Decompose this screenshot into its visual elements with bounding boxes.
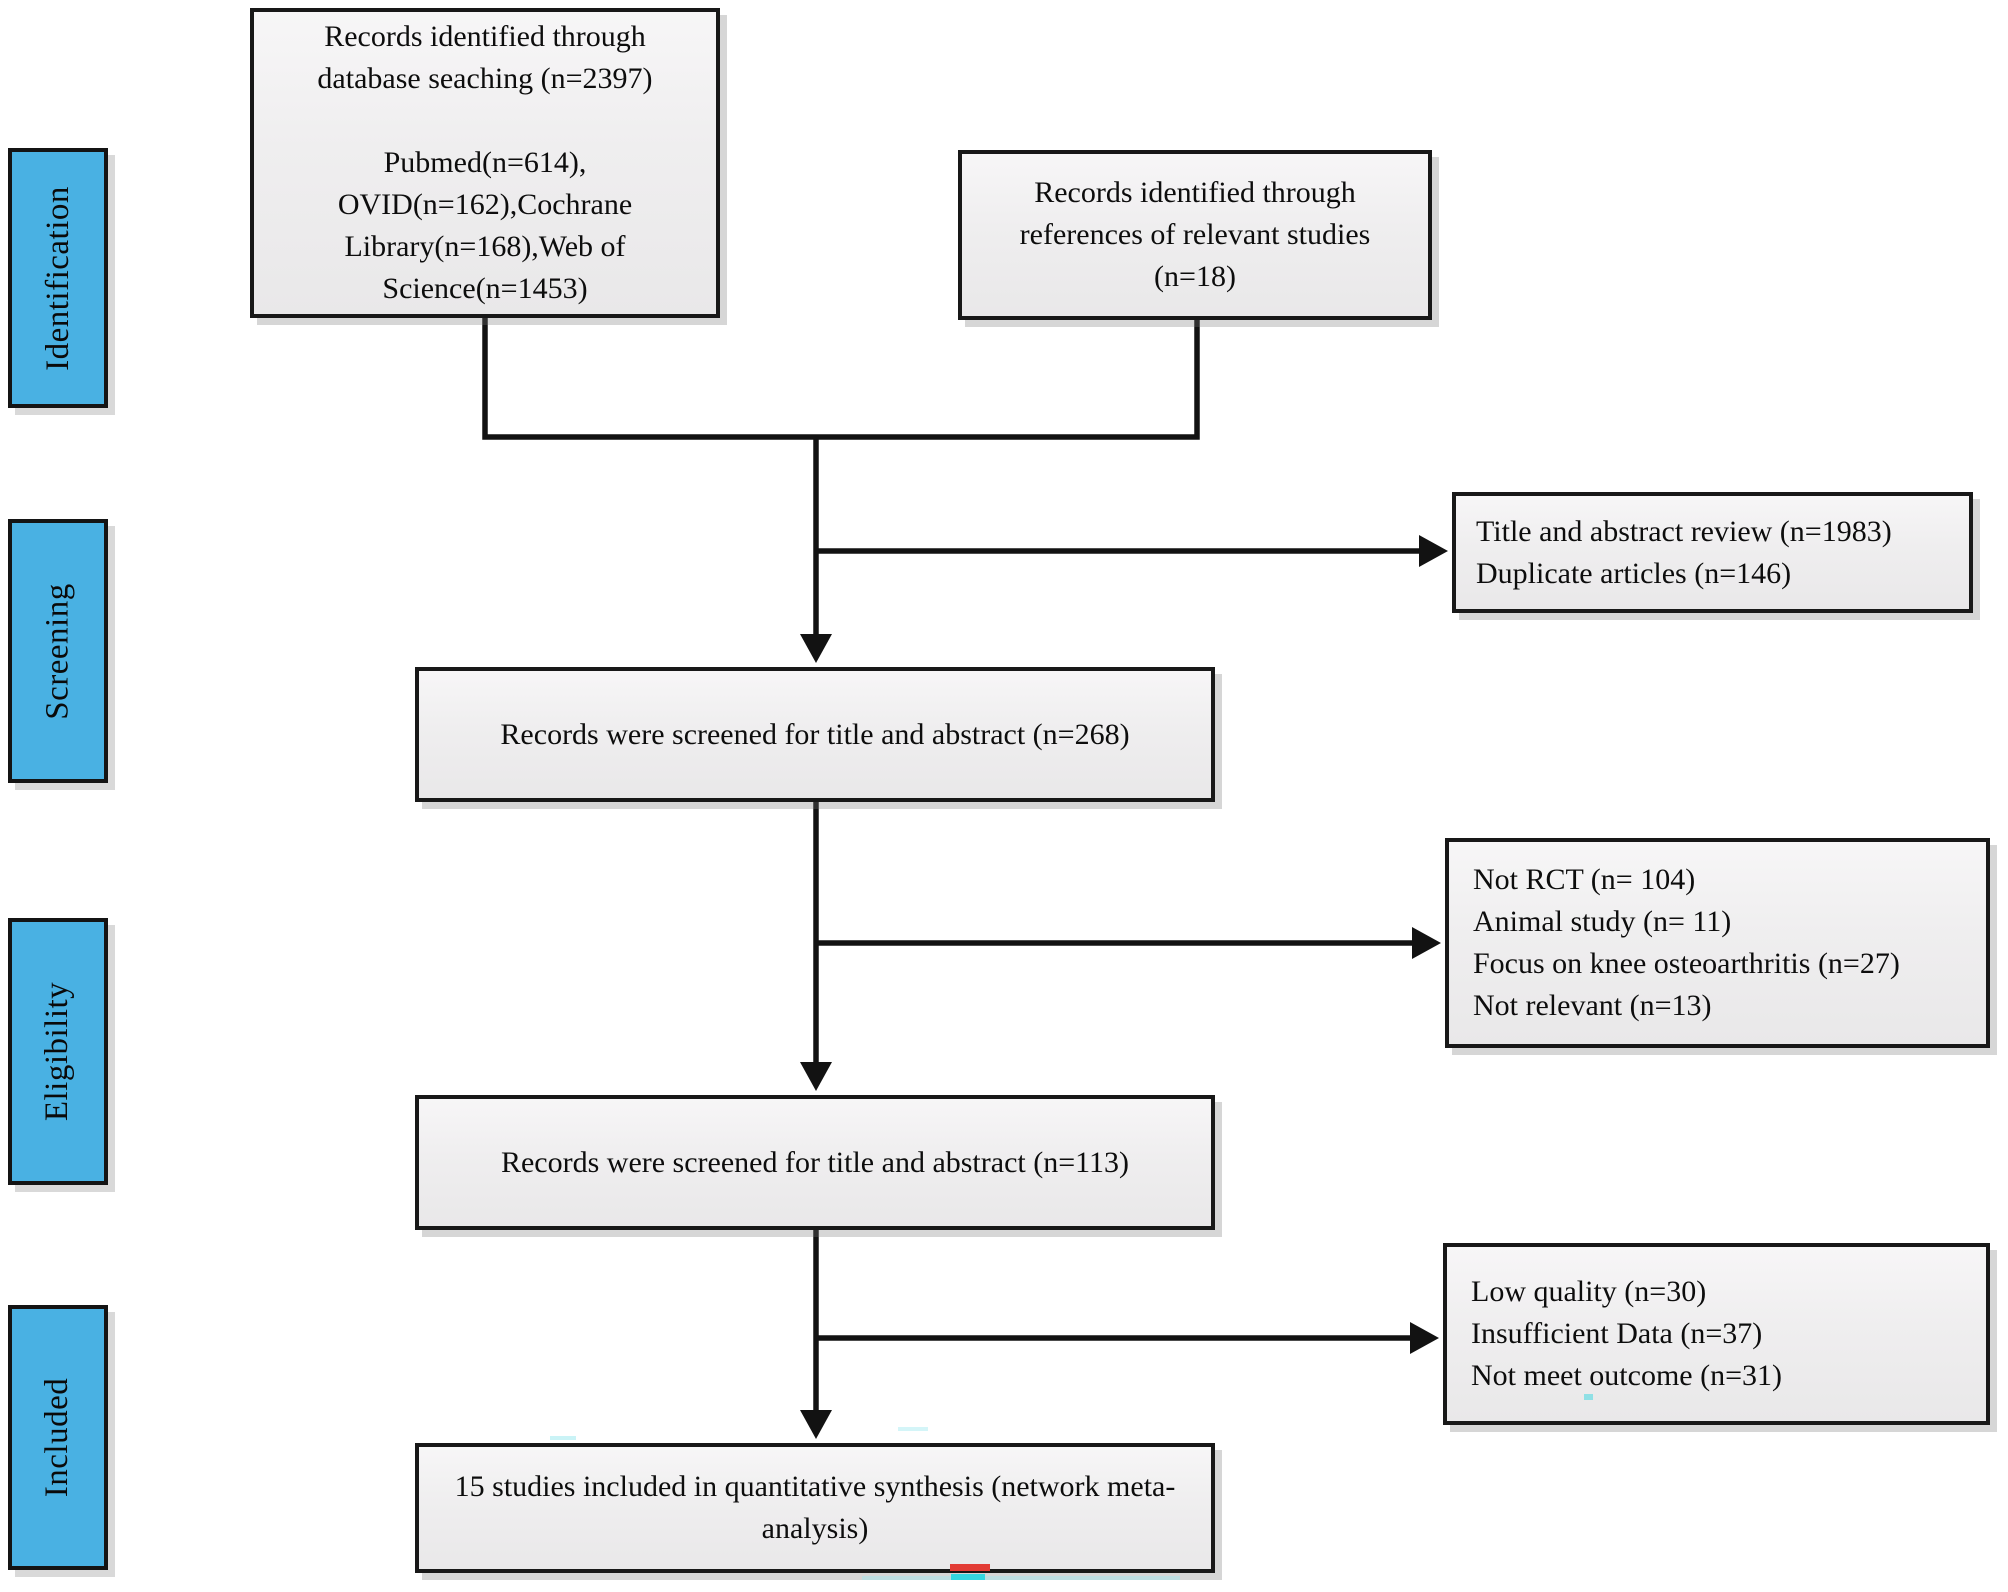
blank-line — [272, 100, 698, 142]
box-screened-113-text: Records were screened for title and abstract (n=113) — [500, 1145, 1130, 1179]
box-screened-268 — [415, 667, 1215, 802]
arrow-to-excluded-review — [816, 535, 1448, 567]
excluded-quality-line: Low quality (n=30) — [1471, 1275, 1707, 1308]
box-identified-database-title: Records identified through database seaching (n=2397) — [317, 20, 653, 95]
arrow-to-excluded-quality — [816, 1322, 1439, 1354]
arrow-to-screened-113 — [800, 802, 832, 1091]
excluded-quality-line: Not meet outcome (n=31) — [1471, 1359, 1783, 1392]
stage-screening-label: Screening — [39, 582, 76, 720]
stage-eligibility-label: Eligibility — [39, 981, 76, 1122]
artifact-red-dash — [950, 1564, 990, 1571]
excluded-review-line: Title and abstract review (n=1983) — [1476, 514, 1892, 548]
box-identified-references-text: Records identified through references of relevant studies (n=18) — [1019, 176, 1371, 293]
box-included-synthesis — [415, 1443, 1215, 1573]
box-identified-database — [250, 8, 720, 318]
artifact-cyan-speck — [1584, 1394, 1593, 1400]
stage-screening — [8, 519, 108, 783]
box-screened-268-text: Records were screened for title and abstract (n=268) — [500, 717, 1130, 751]
excluded-eligibility-line: Not RCT (n= 104) — [1473, 863, 1696, 896]
artifact-cyan-line — [862, 1576, 1180, 1580]
box-excluded-review — [1452, 492, 1973, 613]
excluded-quality-line: Insufficient Data (n=37) — [1471, 1317, 1763, 1350]
stage-eligibility — [8, 918, 108, 1185]
box-included-synthesis-text: 15 studies included in quantitative synthesis (network meta-analysis) — [454, 1470, 1176, 1545]
arrow-to-screened-268 — [800, 437, 832, 663]
artifact-cyan-speck — [898, 1427, 928, 1431]
stage-included — [8, 1305, 108, 1570]
box-excluded-eligibility — [1445, 838, 1990, 1048]
stage-identification-label: Identification — [39, 185, 76, 371]
artifact-cyan-dash — [951, 1574, 985, 1580]
excluded-review-line: Duplicate articles (n=146) — [1476, 556, 1792, 590]
box-screened-113 — [415, 1095, 1215, 1230]
excluded-eligibility-line: Focus on knee osteoarthritis (n=27) — [1473, 947, 1900, 980]
arrow-to-included-synthesis — [800, 1230, 832, 1439]
artifact-cyan-speck — [550, 1436, 576, 1440]
stage-included-label: Included — [39, 1377, 76, 1498]
box-excluded-quality — [1443, 1243, 1990, 1425]
box-identified-references — [958, 150, 1432, 320]
stage-identification — [8, 148, 108, 408]
excluded-eligibility-line: Not relevant (n=13) — [1473, 989, 1712, 1022]
box-identified-database-detail: Pubmed(n=614), OVID(n=162),Cochrane Library(n=168),Web of Science(n=1453) — [337, 146, 633, 305]
connector-merge-identification — [485, 316, 1197, 437]
excluded-eligibility-line: Animal study (n= 11) — [1473, 905, 1732, 938]
arrow-to-excluded-eligibility — [816, 927, 1441, 959]
